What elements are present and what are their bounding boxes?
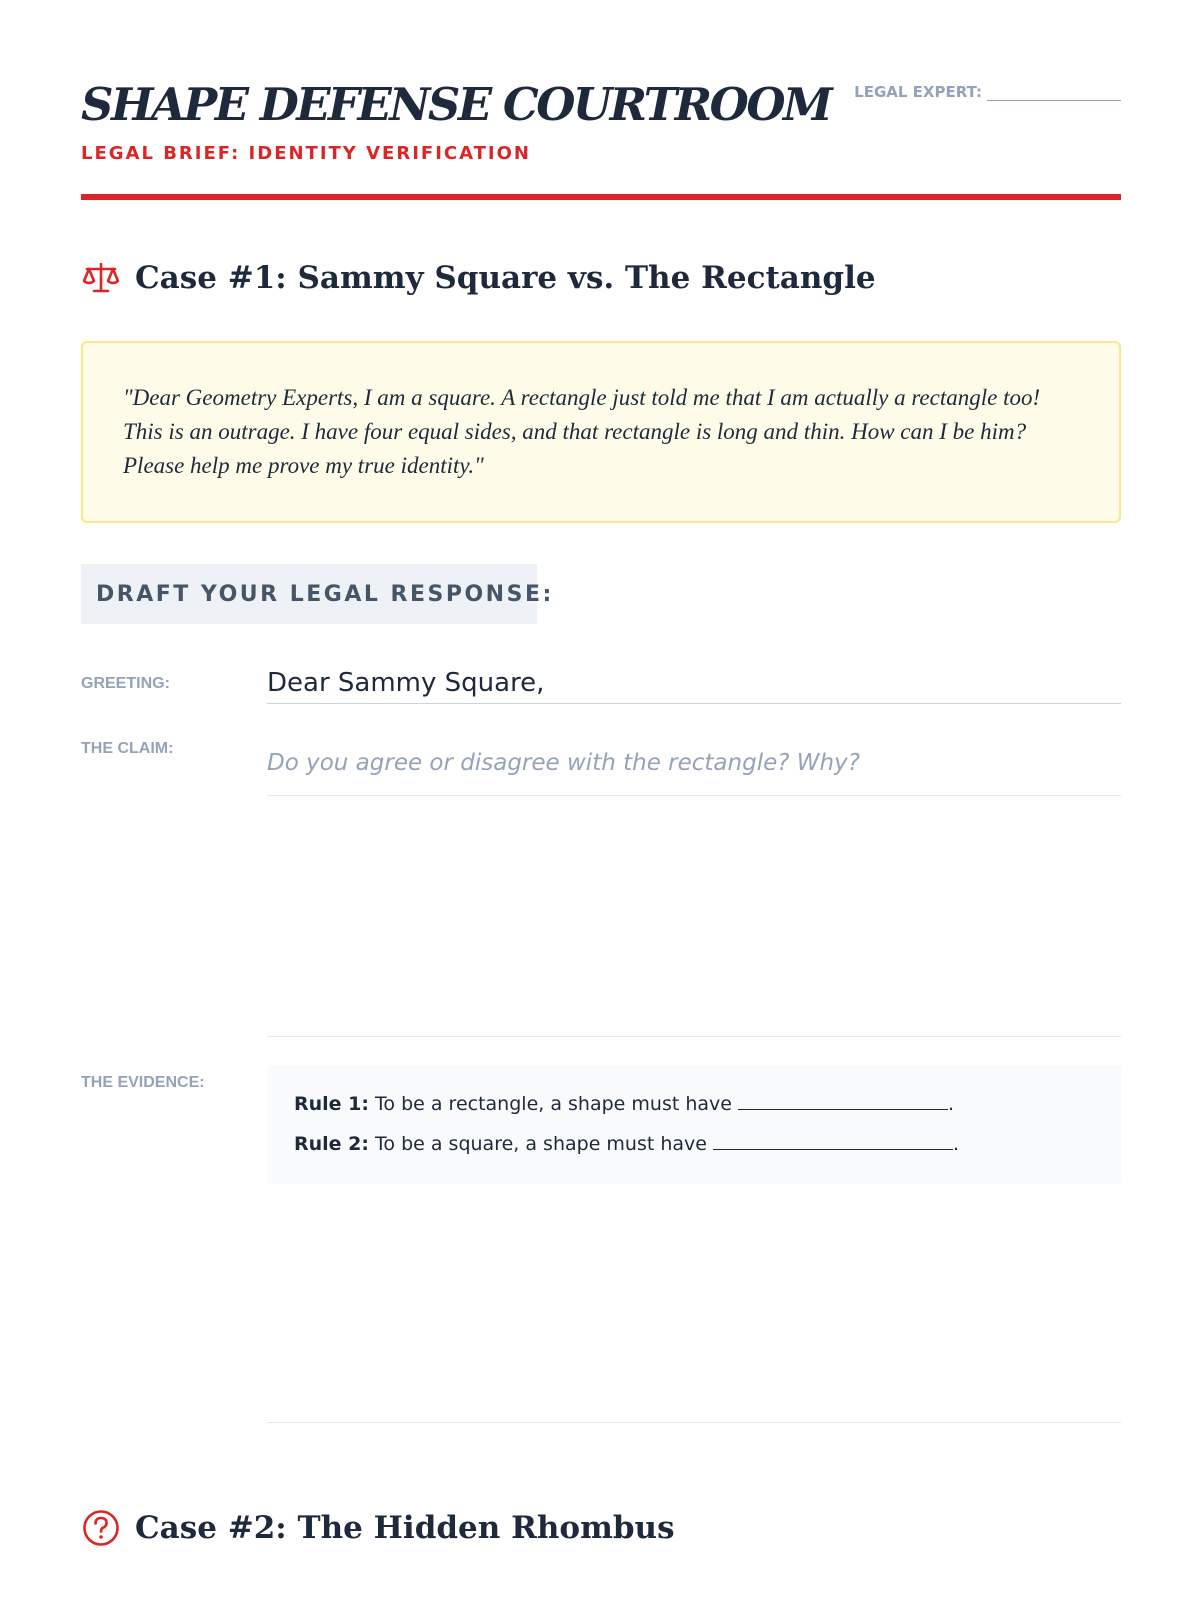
claim-label: THE CLAIM: bbox=[81, 740, 174, 757]
case-2-heading bbox=[81, 1508, 675, 1548]
rule-1-blank[interactable] bbox=[738, 1091, 948, 1110]
legal-expert-label: LEGAL EXPERT: bbox=[854, 83, 982, 101]
case-1-letter: "Dear Geometry Experts, I am a square. A rectangle just told me that I am actually a rectangle too! This is an outrage. I have four equal sides, and that rectangle is long and thin. How can I be him? Please help me prove my true identity." bbox=[81, 341, 1121, 523]
claim-writing-area[interactable] bbox=[267, 797, 1121, 1037]
page-header bbox=[81, 0, 1121, 200]
case-1-title: Case #1: Sammy Square vs. The Rectangle bbox=[135, 260, 876, 296]
scales-icon bbox=[81, 258, 121, 298]
draft-response-label: DRAFT YOUR LEGAL RESPONSE: bbox=[81, 564, 537, 624]
worksheet-page bbox=[81, 0, 1121, 1546]
question-circle-icon bbox=[81, 1508, 121, 1548]
case-2-title: Case #2: The Hidden Rhombus bbox=[135, 1510, 675, 1546]
rule-1-label: Rule 1: bbox=[294, 1093, 369, 1115]
legal-expert-blank[interactable] bbox=[987, 86, 1121, 101]
page-title: SHAPE DEFENSE COURTROOM bbox=[81, 78, 831, 131]
evidence-writing-area[interactable] bbox=[267, 1185, 1121, 1423]
legal-expert-field[interactable] bbox=[854, 83, 1121, 101]
rule-1: Rule 1: To be a rectangle, a shape must have . bbox=[294, 1093, 955, 1115]
header-divider bbox=[81, 194, 1121, 200]
case-1-heading bbox=[81, 258, 876, 298]
claim-prompt[interactable]: Do you agree or disagree with the rectangle? Why? bbox=[267, 744, 1121, 796]
rule-2-text: To be a square, a shape must have bbox=[375, 1133, 707, 1155]
greeting-label: GREETING: bbox=[81, 675, 170, 692]
rule-2-label: Rule 2: bbox=[294, 1133, 369, 1155]
evidence-rules-box bbox=[267, 1065, 1121, 1184]
greeting-field[interactable]: Dear Sammy Square, bbox=[267, 667, 1121, 704]
rule-2-blank[interactable] bbox=[713, 1131, 953, 1150]
evidence-label: THE EVIDENCE: bbox=[81, 1074, 205, 1091]
rule-2: Rule 2: To be a square, a shape must have . bbox=[294, 1133, 960, 1155]
rule-1-text: To be a rectangle, a shape must have bbox=[375, 1093, 732, 1115]
page-subtitle: LEGAL BRIEF: IDENTITY VERIFICATION bbox=[81, 143, 531, 164]
